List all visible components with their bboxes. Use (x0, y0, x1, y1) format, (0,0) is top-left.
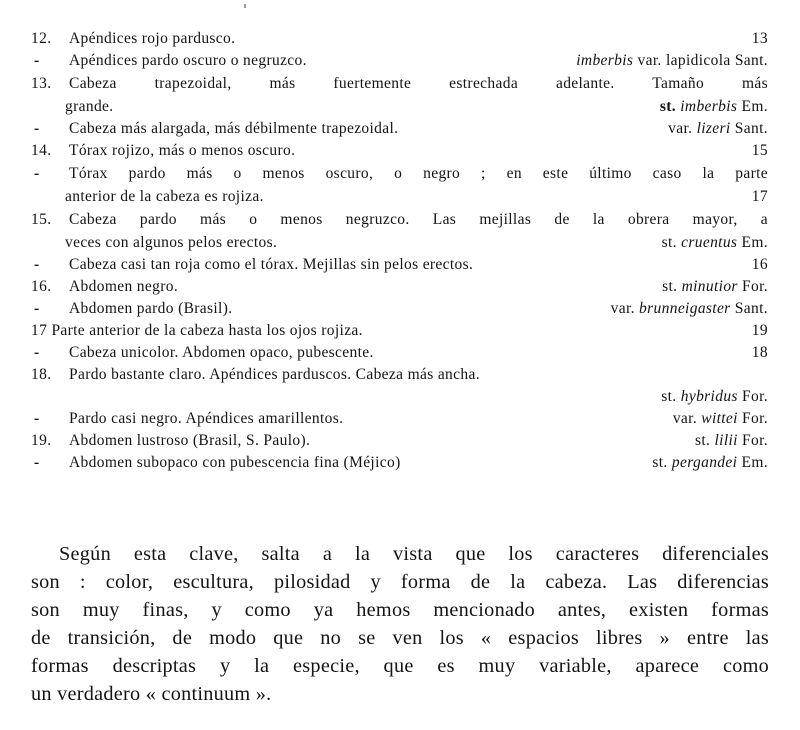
key-entry-14 (31, 140, 768, 162)
key-reference: imberbis var. lapidicola Sant. (576, 52, 768, 69)
key-text: Cabeza unicolor. Abdomen opaco, pubescente. (69, 344, 374, 361)
key-text: Abdomen negro. (69, 278, 179, 295)
key-number: 16. (31, 278, 52, 295)
key-entry-13-alt (31, 118, 768, 140)
key-entry-15-cont (31, 232, 768, 254)
key-number: 15. (31, 211, 52, 228)
key-entry-15-alt (31, 254, 768, 276)
key-number: 17 (31, 322, 48, 339)
key-reference: st. cruentus Em. (661, 234, 768, 251)
key-text-cont: veces con algunos pelos erectos. (65, 234, 278, 251)
scan-speck (244, 4, 246, 8)
key-number: 18. (31, 366, 52, 383)
key-text-cont: anterior de la cabeza es rojiza. (65, 188, 264, 205)
key-reference: 16 (751, 256, 768, 273)
key-entry-14-alt (31, 162, 768, 186)
key-text: Tórax pardo más o menos oscuro, o negro ; en este último caso la parte (69, 165, 768, 182)
key-entry-17 (31, 320, 768, 342)
key-reference: 15 (751, 142, 768, 159)
key-entry-19-alt (31, 452, 768, 474)
key-reference: var. lizeri Sant. (668, 120, 768, 137)
key-dash: - (34, 300, 40, 317)
key-entry-19 (31, 430, 768, 452)
key-text-cont: grande. (65, 98, 114, 115)
key-entry-18-cont (31, 386, 768, 408)
key-text: Cabeza casi tan roja como el tórax. Mejillas sin pelos erectos. (69, 256, 474, 273)
key-entry-16-alt (31, 298, 768, 320)
key-reference: st. minutior For. (662, 278, 768, 295)
key-text: Cabeza más alargada, más débilmente trapezoidal. (69, 120, 399, 137)
key-dash: - (34, 165, 40, 182)
key-text: Tórax rojizo, más o menos oscuro. (69, 142, 296, 159)
key-text: Cabeza pardo más o menos negruzco. Las mejillas de la obrera mayor, a (69, 211, 768, 228)
key-text: Abdomen subopaco con pubescencia fina (Méjico) (69, 454, 401, 471)
key-text: Cabeza trapezoidal, más fuertemente estrechada adelante. Tamaño más (69, 75, 768, 92)
key-dash: - (34, 344, 40, 361)
key-dash: - (34, 120, 40, 137)
key-dash: - (34, 52, 40, 69)
key-entry-12-alt (31, 50, 768, 72)
body-paragraph (31, 540, 769, 708)
key-reference: 19 (751, 322, 768, 339)
key-entry-18 (31, 364, 768, 386)
key-entry-16 (31, 276, 768, 298)
key-text: Pardo bastante claro. Apéndices parduscos. Cabeza más ancha. (69, 366, 480, 383)
key-reference: st. pergandei Em. (652, 454, 768, 471)
key-entry-18-alt (31, 408, 768, 430)
key-reference: var. wittei For. (672, 410, 768, 427)
key-reference: st. lilii For. (695, 432, 768, 449)
key-reference: 13 (751, 30, 768, 47)
key-dash: - (34, 454, 40, 471)
key-reference: 18 (751, 344, 768, 361)
key-number: 14. (31, 142, 52, 159)
paragraph-line: son muy finas, y como ya hemos mencionado antes, existen formas (31, 599, 769, 621)
key-text: Apéndices rojo parduscо. (69, 30, 236, 47)
key-number: 12. (31, 30, 52, 47)
key-text: Abdomen pardo (Brasil). (69, 300, 233, 317)
key-reference: st. hybridus For. (661, 388, 768, 405)
key-entry-15 (31, 208, 768, 232)
key-entry-14-alt-cont (31, 186, 768, 208)
key-reference: 17 (751, 188, 768, 205)
key-text: Apéndices pardo oscuro o negruzco. (69, 52, 307, 69)
key-text: Abdomen lustroso (Brasil, S. Paulo). (69, 432, 311, 449)
paragraph-line: un verdadero « continuum ». (31, 683, 272, 705)
key-entry-13 (31, 72, 768, 96)
key-text: Pardo casi negro. Apéndices amarillentos. (69, 410, 344, 427)
paragraph-line: Según esta clave, salta a la vista que los caracteres diferenciales (59, 543, 769, 565)
key-number: 19. (31, 432, 52, 449)
key-reference: var. brunneigaster Sant. (610, 300, 768, 317)
key-entry-13-cont (31, 96, 768, 118)
identification-key (31, 28, 768, 474)
key-dash: - (34, 256, 40, 273)
key-number: 13. (31, 75, 52, 92)
paragraph-line: formas descriptas y la especie, que es muy variable, aparece como (31, 655, 769, 677)
paragraph-line: son : color, escultura, pilosidad y forma de la cabeza. Las diferencias (31, 571, 769, 593)
key-entry-17-alt (31, 342, 768, 364)
key-reference: st. imberbis Em. (659, 98, 768, 115)
paragraph-line: de transición, de modo que no se ven los « espacios libres » entre las (31, 627, 769, 649)
key-text: 17 Parte anterior de la cabeza hasta los ojos rojiza. (31, 322, 363, 339)
key-entry-12 (31, 28, 768, 50)
key-dash: - (34, 410, 40, 427)
